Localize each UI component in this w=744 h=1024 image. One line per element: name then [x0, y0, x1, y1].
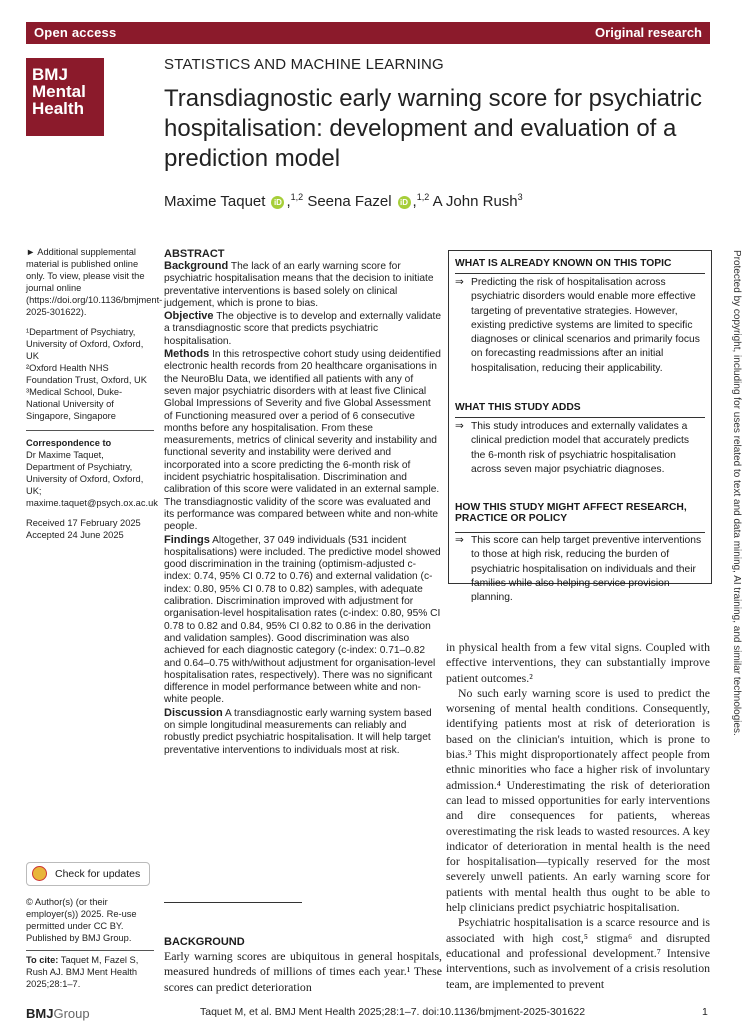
abstract-heading: ABSTRACT [164, 248, 225, 260]
article-title: Transdiagnostic early warning score for psychiatric hospitalisation: development and evaluation of a prediction model [164, 85, 702, 172]
abstract-discussion: Discussion A transdiagnostic early warning system based on simple longitudinal measurements can reliably and robustly predict psychiatric hospitalisation. It will help target preventative interventions to individuals most at risk. [164, 706, 432, 756]
box-item: ⇒ This study introduces and externally validates a clinical prediction model that accurately predicts the 6-month risk of psychiatric hospitalisation across seven major psychiatric diagnoses. [455, 421, 690, 475]
box-heading: WHAT IS ALREADY KNOWN ON THIS TOPIC [455, 258, 672, 269]
abstract-findings: Findings Altogether, 37 049 individuals (531 incident hospitalisations) were included. The predictive model showed good discrimination in the training (optimism-adjusted c-index: 0.74, 95% CI 0.72 to 0.76) and external validation (c-index: 0.80, 95% CI 0.78 to 0.82) samples, with adequate calibration. Discrimination improved with adjustment for organisation-level hospitalisation rates (c-index: 0.80, 95% CI 0.78 to 0.82 and 0.84, 95% CI 0.82 to 0.86 in the derivation and validation samples). Good discrimination was also achieved for each diagnostic category (c-index: 0.71–0.82 and 0.64–0.75 with/without adjustment for organisation-level hospitalisation rates, respectively). There was no significant difference in model performance between white and non-white people. [164, 533, 441, 706]
paragraph: in physical health from a few vital signs. Coupled with effective interventions, they can substantially improve patient outcomes.² [446, 640, 710, 685]
body-text-right [446, 640, 710, 992]
received-date: Received 17 February 2025 [26, 518, 141, 528]
footer-brand: BMJGroup [26, 1006, 90, 1021]
arrow-icon: ⇒ [455, 421, 464, 432]
open-access-label: Open access [34, 25, 117, 40]
top-banner [26, 22, 710, 44]
arrow-icon: ⇒ [455, 535, 464, 546]
abstract-methods: Methods In this retrospective cohort study using deidentified electronic health records from 20 healthcare organisations in the NeuroBlu Data, we identified all patients with any of seven major psychiatric disorders with at least five Clinical Global Impressions of Severity and five Global Assessment of Functioning measured over a period of 6 consecutive months before any hospitalisation. From these measurements, metrics of clinical severity and instability and functional severity and instability were derived and incorporated into a score predicting the 6-month risk of incident psychiatric hospitalisation. Discrimination and calibration of this score were validated in an external sample. The transdiagnostic validity of the score was evaluated and its performance was compared between white and non-white people. [164, 348, 441, 533]
affiliation: ²Oxford Health NHS Foundation Trust, Oxford, UK [26, 363, 147, 385]
background-text: Early warning scores are ubiquitous in general hospitals, measured hundreds of millions of times each year.¹ These scores can predict deterioration [164, 949, 442, 994]
box-heading: WHAT THIS STUDY ADDS [455, 402, 581, 413]
affiliation: ³Medical School, Duke-National University of Singapore, Singapore [26, 387, 123, 421]
key-messages-box [448, 250, 712, 604]
footer-citation: Taquet M, et al. BMJ Ment Health 2025;28:1–7. doi:10.1136/bmjment-2025-301622 [200, 1006, 586, 1018]
supplemental-note[interactable]: ► Additional supplemental material is published online only. To view, please visit the journal online (https://doi.org/10.1136/bmjment-2025-301622). [26, 247, 163, 317]
updates-icon [32, 866, 47, 881]
check-for-updates-button[interactable]: Check for updates [26, 862, 150, 886]
author-list: Maxime Taquet iD ,$^{1,2}$ Seena Fazel iD ,$^{1,2}$ A John Rush$^3$ [164, 192, 523, 210]
page-number: 1 [702, 1006, 708, 1018]
orcid-icon[interactable]: iD [398, 196, 411, 209]
article-type-label: Original research [595, 25, 702, 40]
divider [26, 430, 154, 431]
correspondence-text[interactable]: Dr Maxime Taquet, Department of Psychiatry, University of Oxford, Oxford, UK; maxime.taquet@psych.ox.ac.uk [26, 450, 158, 508]
author-name[interactable]: Seena Fazel [307, 193, 392, 210]
abstract [164, 248, 442, 757]
author-name[interactable]: A John Rush [432, 193, 518, 210]
box-item: ⇒ Predicting the risk of hospitalisation across psychiatric disorders would enable more effective targeting of preventative strategies. However, existing predictive systems are limited to specific diagnoses or clinical scenarios and primarily focus on forecasting readmissions after an initial hospitalisation, reducing their applicability. [455, 277, 700, 374]
copyright-side-text: Protected by copyright, including for uses related to text and data mining, AI training, and similar technologies. [731, 250, 742, 736]
background-heading: BACKGROUND [164, 936, 245, 948]
author-name[interactable]: Maxime Taquet [164, 193, 266, 210]
affiliation: ¹Department of Psychiatry, University of Oxford, Oxford, UK [26, 327, 144, 361]
box-item: ⇒ This score can help target preventive interventions to those at high risk, reducing the burden of psychiatric hospitalisation on individuals and their families while also helping service provision planning. [455, 535, 702, 604]
citation-block: To cite: Taquet M, Fazel S, Rush AJ. BMJ Ment Health 2025;28:1–7. [26, 950, 154, 990]
box-heading: HOW THIS STUDY MIGHT AFFECT RESEARCH, PRACTICE OR POLICY [455, 502, 687, 524]
paragraph: No such early warning score is used to predict the worsening of mental health conditions. Consequently, identifying patients most at risk of deterioration is based on the clinician's intuition, which is prone to bias.³ This might disproportionately affect people from ethnic minorities who face a higher risk of involuntary admission.⁴ Underestimating the risk of deterioration can lead to missed opportunities for early interventions and dire consequences for patients, whereas overestimating the risk leads to wasted resources. A key indicator of deterioration in mental health is the need for hospitalisation—typically reserved for the most severely unwell patients. An early warning score for patients with mental health thus ought to be able to help clinicians predict psychiatric hospitalisation. [446, 685, 710, 915]
accepted-date: Accepted 24 June 2025 [26, 530, 124, 540]
correspondence-label: Correspondence to [26, 438, 112, 448]
copyright-notice: © Author(s) (or their employer(s)) 2025. Re-use permitted under CC BY. Published by BMJ Group. [26, 897, 137, 943]
orcid-icon[interactable]: iD [271, 196, 284, 209]
section-label: STATISTICS AND MACHINE LEARNING [164, 56, 444, 73]
journal-logo: BMJ Mental Health [26, 58, 104, 136]
abstract-background: Background The lack of an early warning score for psychiatric hospitalisation means that the decision to initiate preventative interventions is based solely on clinical judgement, which is prone to bias. [164, 260, 434, 309]
abstract-objective: Objective The objective is to develop and externally validate a transdiagnostic score that predicts psychiatric hospitalisation. [164, 310, 442, 347]
abstract-divider [164, 902, 302, 903]
arrow-icon: ⇒ [455, 277, 464, 288]
paragraph: Psychiatric hospitalisation is a scarce resource and is associated with high cost,⁵ stigma⁶ and disrupted educational and professional development.⁷ Intensive interventions, such as involvement of a crisis resolution team, are implemented to prevent [446, 915, 710, 991]
sidebar [26, 246, 163, 541]
